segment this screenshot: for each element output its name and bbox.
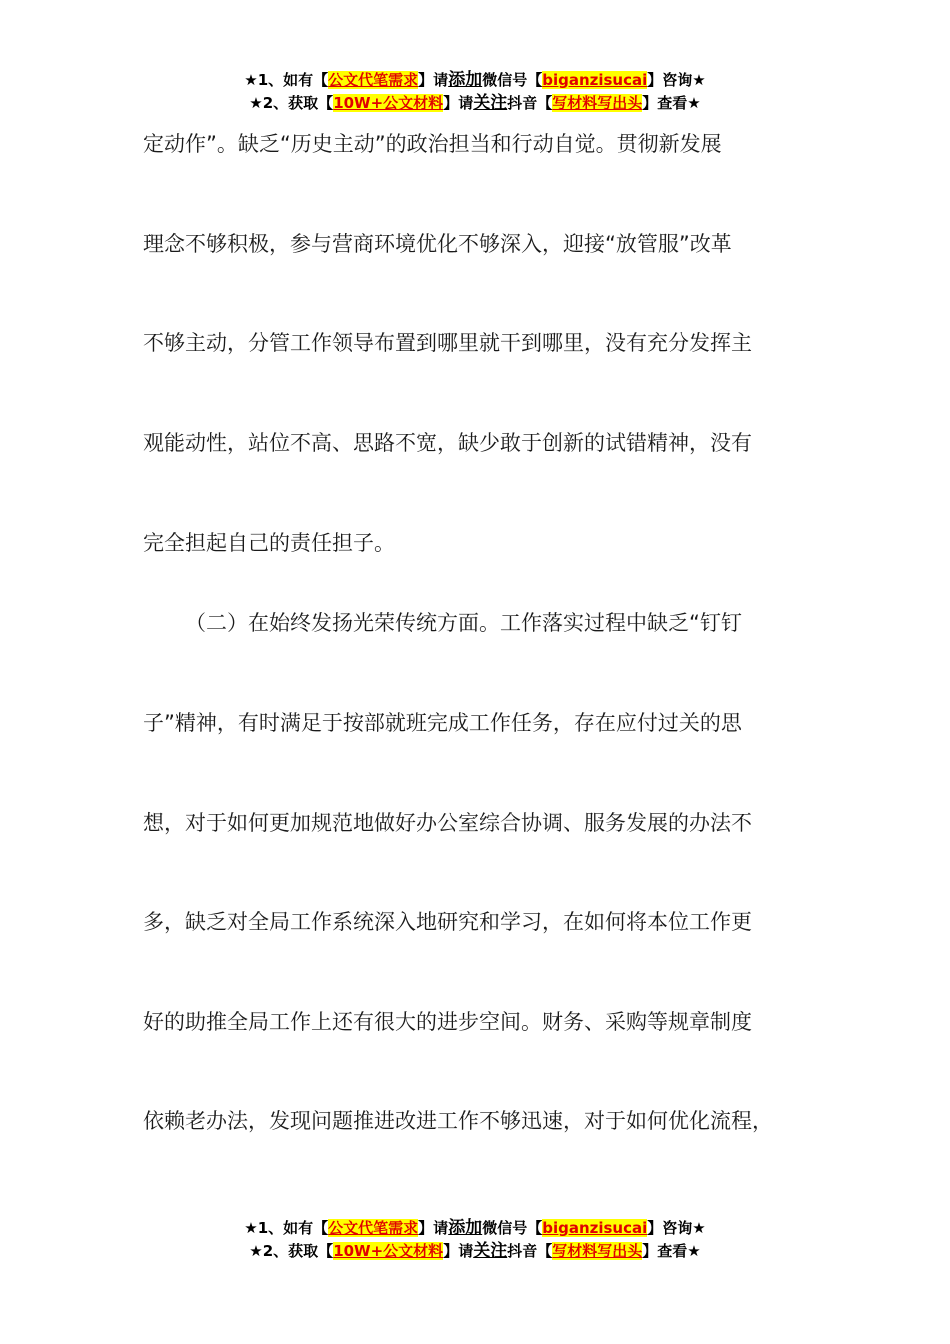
banner-text: 微信号【 bbox=[482, 1219, 543, 1237]
emphasis-text: 添加 bbox=[448, 70, 483, 90]
banner-line-2 bbox=[0, 1240, 950, 1263]
highlight-service: 公文代笔需求 bbox=[328, 1219, 419, 1237]
banner-text: 抖音【 bbox=[507, 94, 553, 112]
body-line: 子”精神，有时满足于按部就班完成工作任务，存在应付过关的思 bbox=[143, 711, 742, 735]
emphasis-text: 关注 bbox=[473, 93, 508, 113]
body-line: 好的助推全局工作上还有很大的进步空间。财务、采购等规章制度 bbox=[143, 1010, 752, 1034]
banner-text: ★2、获取【 bbox=[249, 1242, 334, 1260]
banner-text: 】请 bbox=[443, 94, 474, 112]
banner-text: ★1、如有【 bbox=[244, 71, 329, 89]
banner-text: 】请 bbox=[418, 71, 449, 89]
highlight-materials: 10W+公文材料 bbox=[333, 1242, 444, 1260]
banner-text: 】咨询★ bbox=[647, 71, 706, 89]
body-line: 不够主动，分管工作领导布置到哪里就干到哪里，没有充分发挥主 bbox=[143, 331, 752, 355]
banner-text: 】请 bbox=[443, 1242, 474, 1260]
highlight-wechat-id: biganzisucai bbox=[542, 71, 648, 89]
banner-line-2 bbox=[0, 92, 950, 115]
banner-text: ★1、如有【 bbox=[244, 1219, 329, 1237]
highlight-douyin: 写材料写出头 bbox=[552, 1242, 643, 1260]
body-line: 理念不够积极，参与营商环境优化不够深入，迎接“放管服”改革 bbox=[143, 232, 732, 256]
body-line: 定动作”。缺乏“历史主动”的政治担当和行动自觉。贯彻新发展 bbox=[143, 132, 722, 156]
banner-text: 】请 bbox=[418, 1219, 449, 1237]
banner-line-1 bbox=[0, 69, 950, 92]
highlight-wechat-id: biganzisucai bbox=[542, 1219, 648, 1237]
banner-line-1 bbox=[0, 1217, 950, 1240]
banner-text: 抖音【 bbox=[507, 1242, 553, 1260]
body-line: 多，缺乏对全局工作系统深入地研究和学习，在如何将本位工作更 bbox=[143, 910, 752, 934]
banner-text: ★2、获取【 bbox=[249, 94, 334, 112]
banner-text: 】咨询★ bbox=[647, 1219, 706, 1237]
banner-text: 】查看★ bbox=[642, 1242, 701, 1260]
highlight-materials: 10W+公文材料 bbox=[333, 94, 444, 112]
body-line: 依赖老办法，发现问题推进改进工作不够迅速，对于如何优化流程， bbox=[143, 1109, 773, 1133]
body-line: 完全担起自己的责任担子。 bbox=[143, 531, 395, 555]
banner-text: 微信号【 bbox=[482, 71, 543, 89]
emphasis-text: 关注 bbox=[473, 1241, 508, 1261]
body-line: 想，对于如何更加规范地做好办公室综合协调、服务发展的办法不 bbox=[143, 811, 752, 835]
highlight-douyin: 写材料写出头 bbox=[552, 94, 643, 112]
footer-banner bbox=[0, 1217, 950, 1263]
banner-text: 】查看★ bbox=[642, 94, 701, 112]
header-banner bbox=[0, 69, 950, 115]
body-line: 观能动性，站位不高、思路不宽，缺少敢于创新的试错精神，没有 bbox=[143, 431, 752, 455]
highlight-service: 公文代笔需求 bbox=[328, 71, 419, 89]
emphasis-text: 添加 bbox=[448, 1218, 483, 1238]
section-heading-line: （二）在始终发扬光荣传统方面。工作落实过程中缺乏“钉钉 bbox=[185, 611, 742, 635]
